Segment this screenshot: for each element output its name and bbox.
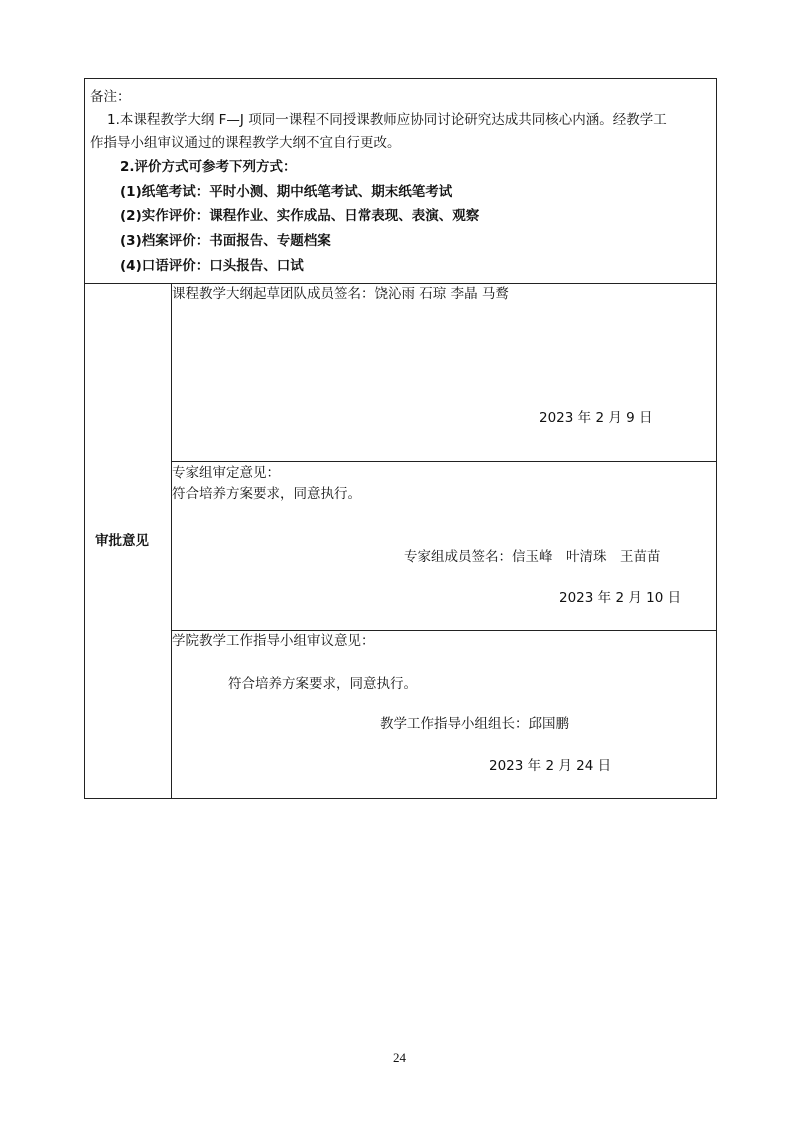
- notes-item2: 2.评价方式可参考下列方式：: [120, 159, 297, 175]
- notes-item1-line1: 1.本课程教学大纲 F—J 项同一课程不同授课教师应协同讨论研究达成共同核心内涵。经教学工: [107, 112, 667, 128]
- drafting-divider: [171, 461, 717, 462]
- label-column-divider: [171, 283, 172, 799]
- college-heading: 学院教学工作指导小组审议意见：: [172, 633, 375, 649]
- method-item: (3)档案评价：书面报告、专题档案: [120, 233, 331, 249]
- page-number: 24: [393, 1050, 406, 1065]
- method-item: (4)口语评价：口头报告、口试: [120, 258, 304, 274]
- expert-divider: [171, 630, 717, 631]
- expert-opinion: 符合培养方案要求，同意执行。: [172, 486, 361, 502]
- college-date: 2023 年 2 月 24 日: [489, 758, 612, 774]
- notes-item1-line2: 作指导小组审议通过的课程教学大纲不宜自行更改。: [90, 135, 401, 151]
- drafting-date: 2023 年 2 月 9 日: [539, 410, 653, 426]
- approval-label: 审批意见: [95, 533, 149, 549]
- expert-signatures: 专家组成员签名：信玉峰 叶清珠 王苗苗: [404, 549, 661, 565]
- expert-date: 2023 年 2 月 10 日: [559, 590, 682, 606]
- expert-heading: 专家组审定意见：: [172, 465, 280, 481]
- method-item: (1)纸笔考试：平时小测、期中纸笔考试、期末纸笔考试: [120, 184, 453, 200]
- method-item: (2)实作评价：课程作业、实作成品、日常表现、表演、观察: [120, 208, 480, 224]
- drafting-signatures: 课程教学大纲起草团队成员签名：饶沁雨 石琼 李晶 马鹜: [172, 286, 509, 302]
- college-leader: 教学工作指导小组组长：邱国鹏: [380, 716, 569, 732]
- college-opinion: 符合培养方案要求，同意执行。: [228, 676, 417, 692]
- notes-title: 备注：: [90, 89, 131, 105]
- notes-divider: [84, 283, 717, 284]
